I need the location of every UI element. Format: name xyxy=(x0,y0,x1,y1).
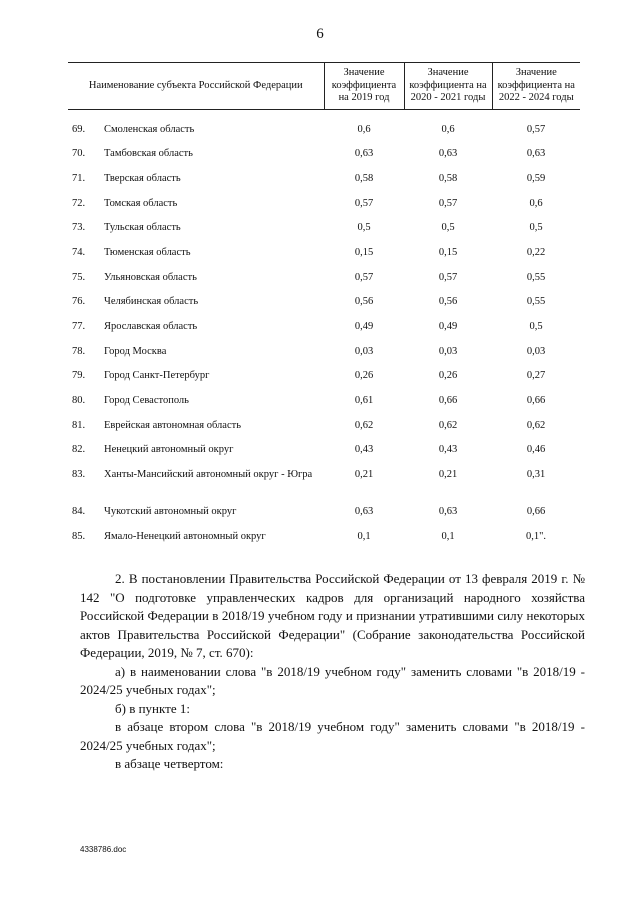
value-2020-2021: 0,63 xyxy=(438,148,458,160)
value-2020-2021: 0,5 xyxy=(441,222,455,234)
document-id: 4338786.doc xyxy=(80,845,127,854)
value-2020-2021: 0,15 xyxy=(438,246,458,258)
value-2022-2024: 0,57 xyxy=(526,123,546,135)
subject-name: Тверская область xyxy=(104,172,181,184)
subject-name: Чукотский автономный округ xyxy=(104,506,237,518)
row-number: 75. xyxy=(72,271,86,283)
subject-name: Город Санкт-Петербург xyxy=(104,370,210,382)
value-2019: 0,43 xyxy=(354,444,374,456)
value-2020-2021: 0,43 xyxy=(438,444,458,456)
subject-name: Челябинская область xyxy=(104,296,199,308)
value-2019: 0,58 xyxy=(354,172,374,184)
value-2019: 0,57 xyxy=(354,271,374,283)
paragraph-a: а) в наименовании слова "в 2018/19 учебном году" заменить словами "в 2018/19 - 2024/25 учебных годах"; xyxy=(80,663,585,697)
value-2019: 0,1 xyxy=(357,530,371,542)
coefficients-table xyxy=(68,62,580,556)
value-2020-2021: 0,58 xyxy=(438,172,458,184)
value-2022-2024: 0,55 xyxy=(526,271,546,283)
paragraph-abzac-2: в абзаце втором слова "в 2018/19 учебном году" заменить словами "в 2018/19 - 2024/25 учебных годах"; xyxy=(80,719,585,753)
row-number: 74. xyxy=(72,246,86,258)
row-number: 71. xyxy=(72,172,86,184)
value-2019: 0,26 xyxy=(354,370,374,382)
value-2019: 0,21 xyxy=(354,469,374,481)
value-2020-2021: 0,57 xyxy=(438,197,458,209)
value-2019: 0,49 xyxy=(354,321,374,332)
value-2022-2024: 0,31 xyxy=(526,469,546,481)
value-2022-2024: 0,62 xyxy=(526,419,546,431)
value-2022-2024: 0,22 xyxy=(526,246,546,258)
table-row xyxy=(68,469,580,506)
table-row xyxy=(68,531,580,556)
subject-name: Ярославская область xyxy=(104,321,198,332)
subject-name: Тамбовская область xyxy=(104,148,193,160)
table-body xyxy=(68,109,580,556)
table-row xyxy=(68,395,580,420)
table-row xyxy=(68,247,580,272)
table-row xyxy=(68,420,580,445)
value-2020-2021: 0,66 xyxy=(438,395,458,407)
value-2019: 0,6 xyxy=(357,123,371,135)
value-2022-2024: 0,27 xyxy=(526,370,546,382)
paragraph-2: 2. В постановлении Правительства Российской Федерации от 13 февраля 2019 г. № 142 "О подготовке управленческих кадров для организаций народного хозяйства Российской Федерации в 2018/19 учебном году и признании утратившими силу некоторых актов Правительства Российской Федерации" (Собрание законодательства Российской Федерации, 2019, № 7, ст. 670): xyxy=(80,571,585,660)
header-2020-2021: Значение коэффициента на 2020 - 2021 годы xyxy=(404,63,492,110)
value-2022-2024: 0,46 xyxy=(526,444,546,456)
value-2020-2021: 0,56 xyxy=(438,296,458,308)
value-2022-2024: 0,66 xyxy=(526,395,546,407)
subject-name: Город Москва xyxy=(104,345,167,357)
value-2022-2024: 0,63 xyxy=(526,148,546,160)
value-2022-2024: 0,6 xyxy=(529,197,543,209)
value-2020-2021: 0,21 xyxy=(438,469,458,481)
value-2019: 0,62 xyxy=(354,419,374,431)
value-2019: 0,03 xyxy=(354,345,374,357)
table-row xyxy=(68,173,580,198)
table-row xyxy=(68,198,580,223)
value-2020-2021: 0,26 xyxy=(438,370,458,382)
paragraph-abzac-4: в абзаце четвертом: xyxy=(115,756,224,771)
value-2020-2021: 0,49 xyxy=(438,321,458,332)
table-row xyxy=(68,109,580,148)
row-number: 76. xyxy=(72,296,86,308)
value-2020-2021: 0,03 xyxy=(438,345,458,357)
value-2019: 0,5 xyxy=(357,222,371,234)
subject-name: Тульская область xyxy=(104,222,181,234)
value-2022-2024: 0,03 xyxy=(526,345,546,357)
paragraph-b: б) в пункте 1: xyxy=(115,700,190,716)
header-2019: Значение коэффициента на 2019 год xyxy=(324,63,404,110)
row-number: 69. xyxy=(72,123,86,135)
row-number: 70. xyxy=(72,148,86,160)
table-row xyxy=(68,346,580,371)
value-2019: 0,63 xyxy=(354,506,374,518)
value-2019: 0,63 xyxy=(354,148,374,160)
subject-name: Томская область xyxy=(104,197,178,209)
row-number: 85. xyxy=(72,530,86,542)
value-2022-2024: 0,55 xyxy=(526,296,546,308)
row-number: 73. xyxy=(72,222,86,234)
value-2019: 0,57 xyxy=(354,197,374,209)
row-number: 79. xyxy=(72,370,86,382)
subject-name: Еврейская автономная область xyxy=(104,419,241,431)
row-number: 82. xyxy=(72,444,86,456)
page-number: 6 xyxy=(316,26,324,42)
value-2022-2024: 0,5 xyxy=(529,321,543,332)
subject-name: Ульяновская область xyxy=(104,271,197,283)
table-row xyxy=(68,370,580,395)
table-row xyxy=(68,272,580,297)
value-2019: 0,15 xyxy=(354,246,374,258)
value-2020-2021: 0,1 xyxy=(441,530,455,542)
value-2020-2021: 0,62 xyxy=(438,419,458,431)
subject-name: Ханты-Мансийский автономный округ - Югра xyxy=(104,469,313,481)
subject-name: Смоленская область xyxy=(104,123,195,135)
subject-name: Ямало-Ненецкий автономный округ xyxy=(104,530,266,542)
subject-name: Тюменская область xyxy=(104,246,191,258)
table-row xyxy=(68,222,580,247)
row-number: 77. xyxy=(72,321,86,332)
table-row xyxy=(68,506,580,531)
value-2020-2021: 0,6 xyxy=(441,123,455,135)
row-number: 78. xyxy=(72,345,86,357)
header-subject-name: Наименование субъекта Российской Федерации xyxy=(68,63,324,110)
table-row xyxy=(68,321,580,346)
row-number: 81. xyxy=(72,419,86,431)
subject-name: Город Севастополь xyxy=(104,395,189,407)
value-2020-2021: 0,63 xyxy=(438,506,458,518)
value-2022-2024: 0,5 xyxy=(529,222,543,234)
value-2020-2021: 0,57 xyxy=(438,271,458,283)
value-2019: 0,56 xyxy=(354,296,374,308)
value-2022-2024: 0,59 xyxy=(526,172,546,184)
value-2022-2024: 0,1". xyxy=(525,530,547,542)
row-number: 83. xyxy=(72,469,86,481)
row-number: 72. xyxy=(72,197,86,209)
body-text xyxy=(80,570,585,774)
table-row xyxy=(68,296,580,321)
row-number: 80. xyxy=(72,395,86,407)
table-row xyxy=(68,148,580,173)
table-header-row xyxy=(68,63,580,110)
header-2022-2024: Значение коэффициента на 2022 - 2024 годы xyxy=(492,63,580,110)
row-number: 84. xyxy=(72,506,86,518)
value-2022-2024: 0,66 xyxy=(526,506,546,518)
table-row xyxy=(68,444,580,469)
subject-name: Ненецкий автономный округ xyxy=(104,444,234,456)
value-2019: 0,61 xyxy=(354,395,374,407)
